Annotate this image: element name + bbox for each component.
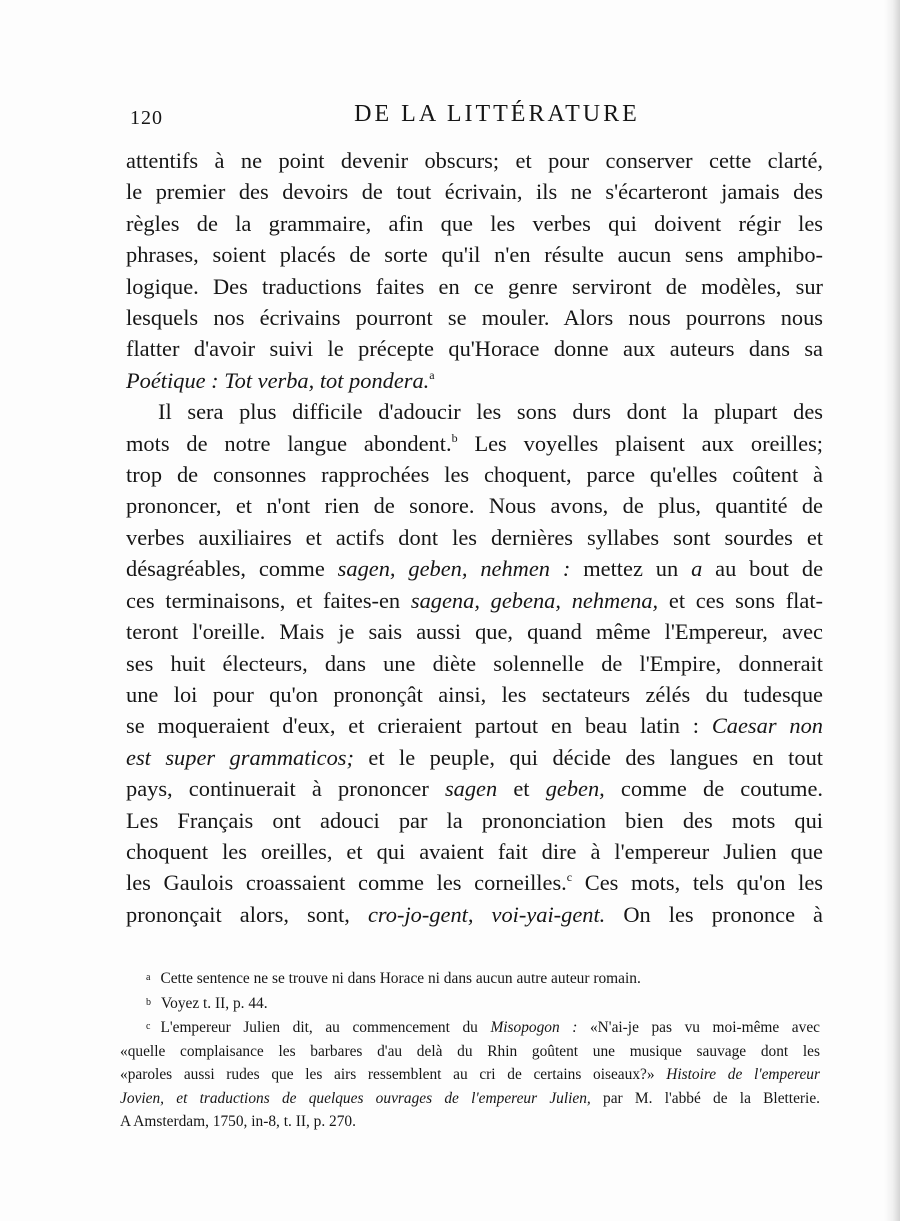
footnote-italic: Histoire de l'empereur	[666, 1066, 820, 1083]
footnote-text: Voyez t. II, p. 44.	[161, 994, 268, 1012]
text-fragment: et ces sons flat-	[658, 587, 824, 613]
footnote-mark: b	[146, 996, 151, 1008]
italic-fragment: cro-jo-gent, voi-yai-gent.	[367, 901, 606, 927]
text-line: règles de la grammaire, afin que les verbes qui doivent régir les	[126, 210, 823, 236]
footnote-italic: Misopogon :	[490, 1019, 578, 1036]
text-line	[126, 742, 823, 773]
paragraph-1	[126, 145, 823, 396]
text-line	[126, 773, 823, 804]
text-fragment: se moqueraient d'eux, et crieraient partout en beau latin :	[126, 713, 712, 739]
text-fragment: Les voyelles plaisent aux oreilles;	[457, 430, 823, 456]
footnote-line	[120, 1015, 820, 1040]
footnote-line	[120, 1063, 820, 1087]
footnote-mark: a	[146, 972, 151, 983]
footnote-line	[120, 966, 820, 991]
text-fragment: On les prononce à	[605, 901, 824, 927]
text-line: le premier des devoirs de tout écrivain, ils ne s'écarteront jamais des	[126, 179, 823, 205]
text-line	[126, 867, 823, 898]
text-line: attentifs à ne point devenir obscurs; et pour conserver cette clarté,	[126, 148, 823, 173]
text-fragment: mettez un	[570, 556, 692, 582]
text-line	[126, 710, 823, 741]
italic-fragment: est super grammaticos;	[126, 744, 354, 770]
text-line: lesquels nos écrivains pourront se mouler. Alors nous pourrons nous	[126, 305, 823, 331]
text-line: flatter d'avoir suivi le précepte qu'Horace donne aux auteurs dans sa	[126, 336, 823, 362]
footnote-text: «N'ai-je pas vu moi-même avec	[577, 1019, 821, 1036]
text-line: prononcer, et n'ont rien de sonore. Nous avons, de plus, quantité de	[126, 493, 823, 519]
text-fragment: désagréables, comme	[126, 556, 338, 582]
text-line: Les Français ont adouci par la prononciation bien des mots qui	[126, 807, 823, 833]
text-line	[126, 428, 823, 459]
footnote-text: «paroles aussi rudes que les airs ressemblent au cri de certains oiseaux?»	[120, 1066, 667, 1083]
text-line: choquent les oreilles, et qui avaient fait dire à l'empereur Julien que	[126, 838, 823, 864]
footnote-text: L'empereur Julien dit, au commencement du	[160, 1019, 491, 1036]
text-line: ses huit électeurs, dans une diète solennelle de l'Empire, donnerait	[126, 650, 823, 676]
text-fragment: prononçait alors, sont,	[126, 901, 368, 927]
text-line	[126, 365, 823, 396]
footnote-ref-b: b	[451, 430, 458, 445]
italic-fragment: sagen	[444, 776, 498, 802]
text-fragment: comme de coutume.	[604, 776, 824, 802]
text-fragment: les Gaulois croassaient comme les corneilles.	[126, 870, 567, 896]
text-fragment: au bout de	[702, 556, 824, 582]
italic-fragment: geben,	[545, 776, 605, 802]
text-line	[126, 585, 823, 616]
text-line: teront l'oreille. Mais je sais aussi que, quand même l'Empereur, avec	[126, 619, 823, 645]
text-line	[126, 553, 823, 584]
page-header	[130, 101, 820, 131]
text-line	[126, 899, 823, 930]
footnote-line: A Amsterdam, 1750, in-8, t. II, p. 270.	[120, 1113, 356, 1130]
running-title: DE LA LITTÉRATURE	[354, 101, 640, 127]
text-fragment: Ces mots, tels qu'on les	[572, 870, 823, 896]
page-edge-shadow	[884, 0, 900, 1221]
text-fragment: et le peuple, qui décide des langues en tout	[353, 744, 823, 770]
footnote-text: Cette sentence ne se trouve ni dans Horace ni dans aucun autre auteur romain.	[160, 970, 641, 987]
footnote-line	[120, 991, 820, 1016]
main-text	[126, 145, 823, 930]
italic-fragment: Caesar non	[711, 713, 823, 739]
text-fragment: et	[497, 776, 546, 802]
footnote-line	[120, 1087, 820, 1111]
text-line: une loi pour qu'on prononçât ainsi, les sectateurs zélés du tudesque	[126, 681, 823, 707]
page-number: 120	[130, 107, 163, 129]
paragraph-2	[126, 396, 823, 930]
text-line: Il sera plus difficile d'adoucir les sons durs dont la plupart des	[158, 399, 823, 425]
footnote-text: par M. l'abbé de la Bletterie.	[590, 1089, 820, 1107]
text-fragment: mots de notre langue abondent.	[126, 430, 452, 456]
footnote-ref-a: a	[429, 367, 435, 382]
text-line: trop de consonnes rapprochées les choquent, parce qu'elles coûtent à	[126, 462, 823, 488]
footnote-line: «quelle complaisance les barbares d'au delà du Rhin goûtent une musique sauvage dont les	[120, 1042, 820, 1060]
italic-fragment: sagena, gebena, nehmena,	[410, 587, 659, 613]
italic-quote: Poétique : Tot verba, tot pondera.	[126, 367, 430, 393]
footnote-c	[120, 1015, 820, 1134]
text-fragment: pays, continuerait à prononcer	[126, 776, 445, 802]
text-line: logique. Des traductions faites en ce genre serviront de modèles, sur	[126, 273, 823, 299]
footnotes	[120, 966, 820, 1134]
footnote-italic: Jovien, et traductions de quelques ouvrages de l'empereur Julien,	[120, 1089, 591, 1107]
text-line: verbes auxiliaires et actifs dont les dernières syllabes sont sourdes et	[126, 524, 823, 550]
footnote-a	[120, 966, 820, 991]
italic-fragment: sagen, geben, nehmen :	[337, 556, 571, 582]
text-fragment: ces terminaisons, et faites-en	[126, 587, 411, 613]
footnote-mark: c	[146, 1021, 151, 1032]
text-line: phrases, soient placés de sorte qu'il n'en résulte aucun sens amphibo-	[126, 242, 823, 268]
footnote-b	[120, 991, 820, 1016]
italic-fragment: a	[691, 556, 703, 582]
footnote-ref-c: c	[566, 870, 573, 885]
